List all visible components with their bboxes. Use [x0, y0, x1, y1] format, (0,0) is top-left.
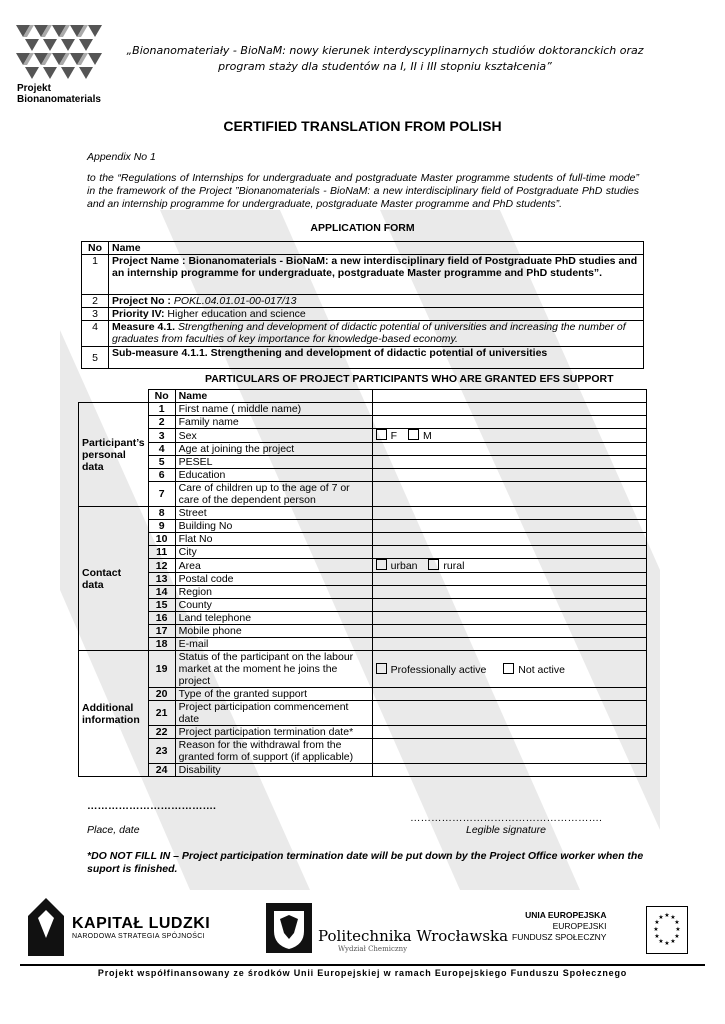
termination-date-field[interactable]: [372, 726, 646, 739]
table-row: [79, 599, 647, 612]
row-label: Status of the participant on the labour market at the moment he joins the project: [175, 651, 372, 688]
row-no: 3: [148, 429, 175, 443]
row-label: E-mail: [175, 638, 372, 651]
eu-flag-icon: [646, 906, 688, 954]
svg-text:★: ★: [674, 919, 680, 926]
row-no: 22: [148, 726, 175, 739]
project-table: [81, 241, 644, 369]
logo-label: [17, 83, 101, 105]
empty-corner: [79, 390, 149, 403]
status-active-option[interactable]: [376, 664, 487, 676]
education-field[interactable]: [372, 469, 646, 482]
kapital-ludzki-logo: [28, 898, 210, 956]
appendix-label: Appendix No 1: [87, 151, 156, 163]
row-no: 5: [148, 456, 175, 469]
col-no: No: [148, 390, 175, 403]
row-no: 18: [148, 638, 175, 651]
project-quote: „Bionanomateriały - BioNaM: nowy kierunek interdyscyplinarnych studiów doktoranckich oraz program staży dla studentów na I, II i III stopniu kształcenia”: [126, 44, 644, 73]
row-label: First name ( middle name): [175, 403, 372, 416]
family-name-field[interactable]: [372, 416, 646, 429]
particulars-table: [78, 389, 647, 777]
table-row: [82, 255, 644, 295]
table-row: [79, 638, 647, 651]
table-row: [79, 573, 647, 586]
row-no: 21: [148, 701, 175, 726]
sex-m-option[interactable]: [408, 430, 432, 442]
row-label: Education: [175, 469, 372, 482]
table-row: [79, 625, 647, 638]
logo-label-line2: Bionanomaterials: [17, 94, 101, 105]
row-no: 9: [148, 520, 175, 533]
table-row: [79, 403, 647, 416]
form-title: APPLICATION FORM: [310, 222, 415, 234]
row-label: Priority IV:: [112, 308, 165, 320]
area-rural-option[interactable]: [428, 560, 464, 572]
sex-f-option[interactable]: [376, 430, 397, 442]
checkbox[interactable]: [376, 663, 387, 674]
row-label: Postal code: [175, 573, 372, 586]
svg-text:★: ★: [675, 926, 681, 933]
pesel-field[interactable]: [372, 456, 646, 469]
row-no: 13: [148, 573, 175, 586]
signature-line[interactable]: ……………………………………………….: [410, 812, 602, 824]
col-no: No: [82, 242, 109, 255]
table-row: [79, 443, 647, 456]
row-cell: [109, 308, 644, 321]
document-title: CERTIFIED TRANSLATION FROM POLISH: [223, 118, 502, 134]
city-field[interactable]: [372, 546, 646, 559]
option-label: Professionally active: [390, 663, 487, 676]
row-label: City: [175, 546, 372, 559]
row-value: Strengthening and development of didactic potential of universities: [207, 347, 548, 359]
table-row: [79, 612, 647, 625]
withdrawal-reason-field[interactable]: [372, 739, 646, 764]
row-no: 2: [148, 416, 175, 429]
row-cell: [109, 321, 644, 347]
row-no: 11: [148, 546, 175, 559]
row-cell: [109, 295, 644, 308]
county-field[interactable]: [372, 599, 646, 612]
table-row: [79, 651, 647, 688]
row-no: 14: [148, 586, 175, 599]
support-type-field[interactable]: [372, 688, 646, 701]
table-row: [79, 546, 647, 559]
row-no: 6: [148, 469, 175, 482]
row-label: PESEL: [175, 456, 372, 469]
area-field: [372, 559, 646, 573]
row-label: Measure 4.1.: [112, 321, 176, 333]
table-row: [82, 308, 644, 321]
particulars-title: PARTICULARS OF PROJECT PARTICIPANTS WHO ARE GRANTED EFS SUPPORT: [205, 373, 614, 385]
age-field[interactable]: [372, 443, 646, 456]
table-row: [79, 586, 647, 599]
row-label: Reason for the withdrawal from the granted form of support (if applicable): [175, 739, 372, 764]
table-row: [79, 482, 647, 507]
row-no: 19: [148, 651, 175, 688]
row-no: 4: [148, 443, 175, 456]
row-no: 4: [82, 321, 109, 347]
footnote: *DO NOT FILL IN – Project participation termination date will be put down by the Project Office worker when the suport is finished.: [87, 850, 644, 875]
signature-label: Legible signature: [466, 824, 546, 836]
table-row: [82, 347, 644, 369]
project-table-header: [82, 242, 644, 255]
row-label: Type of the granted support: [175, 688, 372, 701]
row-value: Strengthening and development of didactic potential of universities and increasing the number of graduates from faculties of key importance for knowledge-based economy.: [112, 321, 626, 345]
table-row: [82, 321, 644, 347]
row-value: Higher education and science: [164, 308, 306, 320]
row-value: Bionanomaterials - BioNaM: a new interdisciplinary field of Postgraduate PhD studies and an internship programme for undergraduate, postgraduate Master programme and PhD students”.: [112, 255, 638, 279]
intro-paragraph: to the “Regulations of Internships for undergraduate and postgraduate Master programme students of full-time mode” in the framework of the Project ”Bionanomaterials - BioNaM: a new interdisciplinary field of Postgraduate PhD studies and an internship programme for undergraduate, postgraduate Master programme and PhD students”.: [87, 172, 639, 210]
row-label: Age at joining the project: [175, 443, 372, 456]
row-value: POKL.04.01.01-00-017/13: [170, 295, 297, 307]
row-no: 8: [148, 507, 175, 520]
unia-europejska-label: [512, 910, 606, 943]
svg-text:★: ★: [670, 938, 676, 945]
row-label: Family name: [175, 416, 372, 429]
logo-label-line1: Projekt: [17, 83, 51, 94]
svg-text:★: ★: [653, 926, 659, 933]
table-row: [79, 533, 647, 546]
politechnika-crest-icon: [266, 903, 312, 953]
labour-status-field: [372, 651, 646, 688]
row-label: Disability: [175, 764, 372, 777]
checkbox[interactable]: [408, 429, 419, 440]
svg-text:★: ★: [654, 933, 660, 940]
row-label: Project participation commencement date: [175, 701, 372, 726]
row-no: 24: [148, 764, 175, 777]
group-contact: Contact data: [79, 507, 149, 651]
place-date-line[interactable]: ……………………………….: [87, 800, 216, 812]
row-cell: [109, 255, 644, 295]
row-label: Building No: [175, 520, 372, 533]
email-field[interactable]: [372, 638, 646, 651]
table-row: [79, 469, 647, 482]
row-label: Care of children up to the age of 7 or care of the dependent person: [175, 482, 372, 507]
pw-subtitle: Wydział Chemiczny: [338, 945, 408, 953]
row-no: 7: [148, 482, 175, 507]
pw-title: Politechnika Wrocławska: [318, 927, 509, 945]
table-row: [79, 429, 647, 443]
table-row: [79, 764, 647, 777]
row-no: 20: [148, 688, 175, 701]
option-label: Not active: [518, 663, 565, 676]
table-row: [82, 295, 644, 308]
col-value: [372, 390, 646, 403]
status-not-active-option[interactable]: [503, 664, 565, 676]
table-row: [79, 726, 647, 739]
row-no: 10: [148, 533, 175, 546]
svg-text:★: ★: [658, 938, 664, 945]
disability-field[interactable]: [372, 764, 646, 777]
row-label: Mobile phone: [175, 625, 372, 638]
table-row: [79, 416, 647, 429]
table-row: [79, 688, 647, 701]
group-personal: Participant’s personal data: [79, 403, 149, 507]
ue-line2: EUROPEJSKI: [552, 921, 607, 931]
ue-line3: FUNDUSZ SPOŁECZNY: [512, 932, 607, 942]
land-telephone-field[interactable]: [372, 612, 646, 625]
svg-text:★: ★: [664, 940, 670, 947]
mobile-phone-field[interactable]: [372, 625, 646, 638]
option-label: urban: [390, 560, 418, 572]
cofinancing-notice: Projekt współfinansowany ze środków Unii Europejskiej w ramach Europejskiego Funduszu Społecznego: [97, 968, 628, 978]
row-no: 1: [148, 403, 175, 416]
option-label: F: [390, 430, 398, 442]
table-row: [79, 507, 647, 520]
row-label: Region: [175, 586, 372, 599]
row-label: Sub-measure 4.1.1.: [112, 347, 208, 359]
row-label: Land telephone: [175, 612, 372, 625]
row-cell: [109, 347, 644, 369]
sex-field: [372, 429, 646, 443]
kapital-ludzki-emblem-icon: [28, 898, 64, 956]
row-no: 12: [148, 559, 175, 573]
col-name: Name: [175, 390, 372, 403]
table-row: [79, 739, 647, 764]
table-row: [79, 456, 647, 469]
row-label: Street: [175, 507, 372, 520]
region-field[interactable]: [372, 586, 646, 599]
svg-text:★: ★: [674, 933, 680, 940]
svg-text:★: ★: [658, 914, 664, 921]
checkbox[interactable]: [376, 429, 387, 440]
footer-divider: [20, 964, 705, 966]
svg-text:★: ★: [664, 912, 670, 919]
table-row: [79, 559, 647, 573]
row-no: 1: [82, 255, 109, 295]
table-row: [79, 520, 647, 533]
row-label: Project participation termination date*: [175, 726, 372, 739]
building-field[interactable]: [372, 520, 646, 533]
checkbox[interactable]: [376, 559, 387, 570]
col-name: Name: [109, 242, 644, 255]
kl-subtitle: NARODOWA STRATEGIA SPÓJNOŚCI: [72, 932, 205, 940]
row-label: Area: [175, 559, 372, 573]
commencement-date-field[interactable]: [372, 701, 646, 726]
svg-text:★: ★: [654, 919, 660, 926]
row-no: 2: [82, 295, 109, 308]
care-field[interactable]: [372, 482, 646, 507]
ue-line1: UNIA EUROPEJSKA: [525, 910, 607, 920]
row-label: County: [175, 599, 372, 612]
politechnika-logo: [266, 903, 508, 953]
checkbox[interactable]: [503, 663, 514, 674]
row-label: Project Name :: [112, 255, 186, 267]
row-no: 16: [148, 612, 175, 625]
area-urban-option[interactable]: [376, 560, 418, 572]
first-name-field[interactable]: [372, 403, 646, 416]
option-label: rural: [443, 560, 465, 572]
row-no: 17: [148, 625, 175, 638]
street-field[interactable]: [372, 507, 646, 520]
place-date-label: Place, date: [87, 824, 140, 836]
row-no: 5: [82, 347, 109, 369]
kl-title: KAPITAŁ LUDZKI: [72, 914, 211, 932]
option-label: M: [422, 430, 432, 442]
svg-text:★: ★: [670, 914, 676, 921]
flat-field[interactable]: [372, 533, 646, 546]
postal-code-field[interactable]: [372, 573, 646, 586]
row-label: Project No :: [112, 295, 171, 307]
row-label: Flat No: [175, 533, 372, 546]
row-label: Sex: [175, 429, 372, 443]
row-no: 23: [148, 739, 175, 764]
row-no: 15: [148, 599, 175, 612]
table-row: [79, 701, 647, 726]
particulars-header: [79, 390, 647, 403]
group-additional: Additional information: [79, 651, 149, 777]
row-no: 3: [82, 308, 109, 321]
checkbox[interactable]: [428, 559, 439, 570]
